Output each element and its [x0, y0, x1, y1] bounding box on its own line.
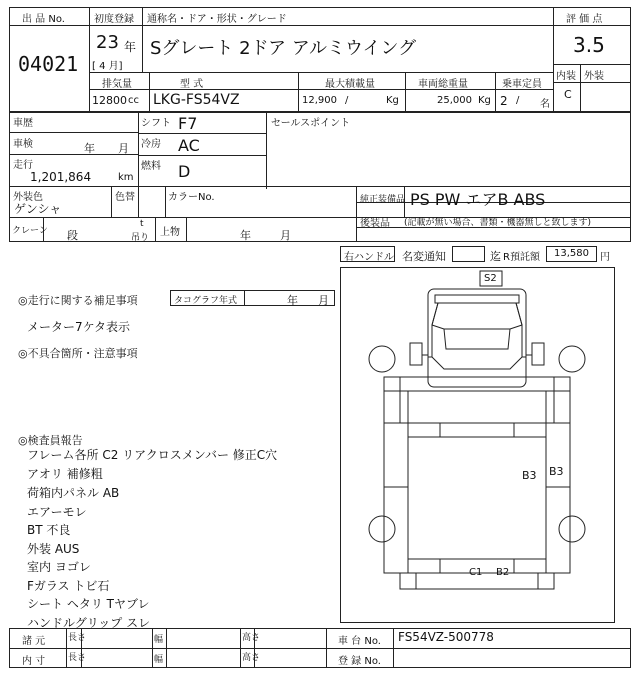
report-line: 外装 AUS: [27, 542, 80, 556]
max-load-separator: /: [345, 95, 349, 106]
ext-color-value: ゲンシャ: [14, 202, 62, 216]
length-label: 長さ: [68, 633, 87, 643]
capacity-value: 2: [500, 94, 508, 108]
displacement-unit: cc: [128, 95, 139, 106]
cab-roof: [432, 303, 522, 369]
type-label: 型 式: [180, 79, 204, 90]
upper-year: 年: [240, 229, 251, 242]
tacho-year: 年: [287, 294, 298, 307]
displacement-value: 12800: [92, 94, 127, 107]
interior-label: 内装: [556, 71, 576, 82]
right-front-panel: [554, 391, 570, 423]
interior-dims-label: 内 寸: [22, 656, 46, 667]
front-right-wheel: [559, 346, 585, 372]
mileage-value: 1,201,864: [30, 170, 92, 184]
crane-hoist: 吊り: [131, 233, 150, 243]
report-line: エアーモレ: [27, 505, 87, 519]
mileage-label: 走行: [13, 160, 33, 171]
bumper-section: [384, 377, 570, 391]
color-change-label: 色替: [115, 192, 135, 203]
windshield: [444, 329, 510, 349]
model-name: Sグレート 2ドア アルミウイング: [150, 38, 417, 59]
height-label-inner: 高さ: [242, 653, 261, 663]
rear-right-damage-mark: B2: [496, 567, 510, 578]
left-front-panel: [384, 391, 400, 423]
reg-month: [ 4 月]: [92, 61, 123, 72]
inspection-label: 車検: [13, 139, 33, 150]
height-label: 高さ: [242, 633, 261, 643]
rear-left-wheel: [369, 516, 395, 542]
crane-ton: t: [140, 219, 144, 229]
reg-no-label: 登 録 No.: [338, 656, 381, 667]
report-line: Fガラス トビ石: [27, 579, 110, 593]
aftermarket-label: 後装品: [360, 218, 390, 229]
tacho-month: 月: [318, 294, 329, 307]
name-change-box: [452, 246, 485, 262]
report-line: 荷箱内パネル AB: [27, 486, 120, 500]
upper-label: 上物: [160, 227, 180, 238]
interior-grade: C: [564, 88, 572, 101]
inspection-year-unit: 年: [84, 142, 95, 155]
length-label-inner: 長さ: [68, 653, 87, 663]
mileage-unit: km: [118, 172, 134, 183]
ac-label: 冷房: [141, 139, 161, 150]
r-amount: 13,580: [554, 248, 589, 259]
right-wing-panel: [546, 423, 570, 573]
capacity-unit: 名: [540, 99, 550, 110]
crane-label: クレーン: [12, 226, 48, 236]
max-load-unit: Kg: [386, 95, 399, 106]
max-load-label: 最大積載量: [325, 79, 375, 90]
inspector-title: ◎検査員報告: [18, 434, 83, 447]
capacity-separator: /: [516, 95, 520, 106]
displacement-label: 排気量: [102, 79, 132, 90]
left-side-damage-mark: B3: [522, 469, 537, 482]
rear-left-damage-mark: C1: [469, 567, 483, 578]
front-left-wheel: [369, 346, 395, 372]
r-unit: 円: [600, 252, 610, 263]
gross-weight-label: 車両総重量: [418, 79, 468, 90]
deadline-label: 迄: [490, 250, 501, 263]
aftermarket-note: (記載が無い場合、書類・機器無しと致します): [404, 218, 592, 228]
left-wing-panel: [384, 423, 408, 573]
ac-value: AC: [178, 136, 200, 155]
gross-weight-value: 25,000: [437, 95, 472, 106]
front-grille: [435, 295, 519, 303]
shift-value: F7: [178, 114, 198, 133]
rear-right-wheel: [559, 516, 585, 542]
report-line: シート ヘタリ Tヤブレ: [27, 597, 150, 611]
fuel-value: D: [178, 162, 191, 181]
lot-no-label: 出 品 No.: [22, 14, 65, 25]
max-load-value: 12,900: [302, 95, 337, 106]
defects-title: ◎不具合箇所・注意事項: [18, 347, 138, 360]
report-line: ハンドルグリップ スレ: [27, 616, 151, 630]
selling-points-label: セールスポイント: [271, 118, 351, 129]
equipment-label: 純正装備品: [360, 195, 406, 205]
width-label: 幅: [154, 635, 164, 645]
dims-label: 諸 元: [22, 636, 46, 647]
report-line: BT 不良: [27, 523, 71, 537]
r-label: R預託額: [503, 252, 540, 263]
crane-stage: 段: [67, 229, 78, 242]
width-label-inner: 幅: [154, 655, 164, 665]
left-mirror: [410, 343, 422, 365]
upper-month: 月: [280, 229, 291, 242]
color-code-label: カラーNo.: [168, 192, 215, 203]
report-line: アオリ 補修粗: [27, 467, 103, 481]
history-label: 車歴: [13, 118, 33, 129]
steering-value: 右ハンドル: [344, 252, 394, 263]
chassis-no-label: 車 台 No.: [338, 636, 381, 647]
overall-score: 3.5: [573, 33, 605, 57]
name-change-label: 名変通知: [402, 250, 446, 263]
score-label: 評 価 点: [566, 14, 603, 25]
cab-outline: [428, 289, 526, 387]
right-mirror: [532, 343, 544, 365]
report-line: フレーム各所 C2 リアクロスメンバー 修正C穴: [27, 448, 278, 462]
chassis-no-value: FS54VZ-500778: [398, 630, 494, 644]
capacity-label: 乗車定員: [502, 79, 542, 90]
vehicle-name-label: 通称名・ドア・形状・グレード: [147, 14, 287, 25]
running-notes-title: ◎走行に関する補足事項: [18, 294, 138, 307]
meter-note: メーター7ケタ表示: [27, 320, 131, 334]
inspection-month-unit: 月: [118, 142, 129, 155]
ext-color-label: 外装色: [13, 192, 43, 203]
lot-number: 04021: [18, 52, 79, 76]
reg-year-unit: 年: [124, 40, 137, 54]
right-side-damage-mark: B3: [549, 465, 564, 478]
first-reg-label: 初度登録: [94, 14, 134, 25]
report-line: 室内 ヨゴレ: [27, 560, 91, 574]
shift-label: シフト: [141, 118, 171, 129]
exterior-label: 外装: [584, 71, 604, 82]
reg-year: 23: [96, 32, 119, 53]
model-type: LKG-FS54VZ: [153, 92, 240, 108]
fuel-label: 燃料: [141, 161, 161, 172]
equipment-value: PS PW エアB ABS: [410, 190, 546, 209]
cargo-bed: [408, 423, 546, 573]
gross-weight-unit: Kg: [478, 95, 491, 106]
front-damage-mark: S2: [484, 273, 497, 284]
tacho-label: タコグラフ年式: [174, 296, 238, 306]
